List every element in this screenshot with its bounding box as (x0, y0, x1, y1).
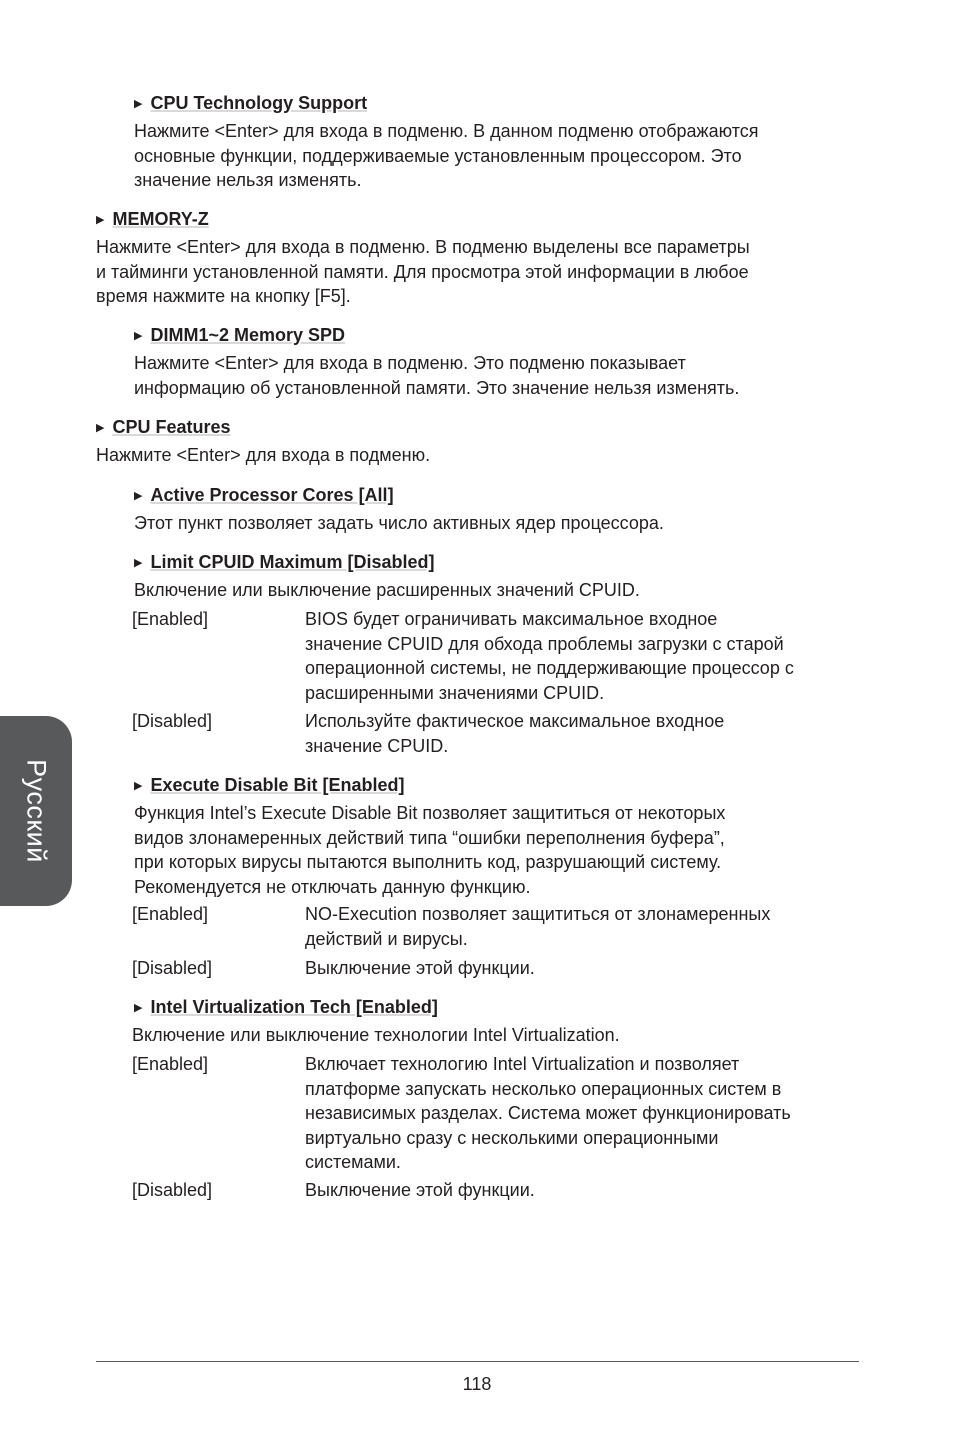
triangle-bullet-icon: ▶ (134, 330, 143, 342)
footer-divider (96, 1361, 859, 1362)
triangle-bullet-icon: ▶ (134, 1002, 143, 1014)
option-key-enabled: [Enabled] (132, 609, 209, 629)
heading-cpu-features: ▶ CPU Features (96, 417, 231, 437)
option-desc-enabled: NO-Execution позволяет защититься от злонамеренных действий и вирусы. (305, 904, 771, 949)
paragraph-dimm-memory-spd: Нажмите <Enter> для входа в подменю. Это подменю показывает информацию об установленной памяти. Это значение нельзя изменять. (134, 353, 740, 398)
triangle-bullet-icon: ▶ (134, 98, 143, 110)
paragraph-memory-z: Нажмите <Enter> для входа в подменю. В подменю выделены все параметры и тайминги установленной памяти. Для просмотра этой информации в любое время нажмите на кнопку [F5]. (96, 237, 750, 306)
option-desc-enabled: BIOS будет ограничивать максимальное входное значение CPUID для обхода проблемы загрузки с старой операционной системы, не поддерживающие процессор с расширенными значениями CPUID. (305, 609, 794, 703)
triangle-bullet-icon: ▶ (134, 780, 143, 792)
heading-active-processor-cores: ▶ Active Processor Cores [All] (134, 485, 394, 505)
paragraph-execute-disable-bit: Функция Intel’s Execute Disable Bit позволяет защититься от некоторых видов злонамеренных действий типа “ошибки переполнения буфера”, при которых вирусы пытаются выполнить код, разрушающий систему. Рекомендуется не отключать данную функцию. (134, 803, 726, 897)
option-desc-enabled: Включает технологию Intel Virtualization и позволяет платформе запускать несколько операционных систем в независимых разделах. Система может функционировать виртуально сразу с несколькими операционными системами. (305, 1054, 791, 1172)
option-key-disabled: [Disabled] (132, 711, 213, 731)
heading-cpu-technology-support: ▶ CPU Technology Support (134, 93, 368, 113)
heading-execute-disable-bit: ▶ Execute Disable Bit [Enabled] (134, 775, 405, 795)
paragraph-intel-virtualization-tech: Включение или выключение технологии Intel Virtualization. (132, 1025, 620, 1045)
triangle-bullet-icon: ▶ (134, 557, 143, 569)
language-tab-label: Русский (21, 759, 52, 863)
triangle-bullet-icon: ▶ (134, 490, 143, 502)
option-desc-disabled: Выключение этой функции. (305, 1180, 535, 1200)
option-key-enabled: [Enabled] (132, 904, 209, 924)
option-desc-disabled: Выключение этой функции. (305, 958, 535, 978)
page-number: 118 (462, 1374, 492, 1394)
triangle-bullet-icon: ▶ (96, 422, 105, 434)
option-desc-disabled: Используйте фактическое максимальное входное значение CPUID. (305, 711, 725, 756)
heading-dimm-memory-spd: ▶ DIMM1~2 Memory SPD (134, 325, 346, 345)
triangle-bullet-icon: ▶ (96, 214, 105, 226)
heading-memory-z: ▶ MEMORY-Z (96, 209, 209, 229)
option-key-disabled: [Disabled] (132, 958, 213, 978)
paragraph-cpu-features: Нажмите <Enter> для входа в подменю. (96, 445, 431, 465)
option-key-enabled: [Enabled] (132, 1054, 209, 1074)
heading-limit-cpuid-maximum: ▶ Limit CPUID Maximum [Disabled] (134, 552, 435, 572)
paragraph-limit-cpuid-maximum: Включение или выключение расширенных значений CPUID. (134, 580, 640, 600)
paragraph-active-processor-cores: Этот пункт позволяет задать число активных ядер процессора. (134, 513, 664, 533)
option-key-disabled: [Disabled] (132, 1180, 213, 1200)
heading-intel-virtualization-tech: ▶ Intel Virtualization Tech [Enabled] (134, 997, 438, 1017)
language-side-tab (0, 716, 72, 906)
paragraph-cpu-technology-support: Нажмите <Enter> для входа в подменю. В данном подменю отображаются основные функции, поддерживаемые установленным процессором. Это значение нельзя изменять. (134, 121, 759, 190)
